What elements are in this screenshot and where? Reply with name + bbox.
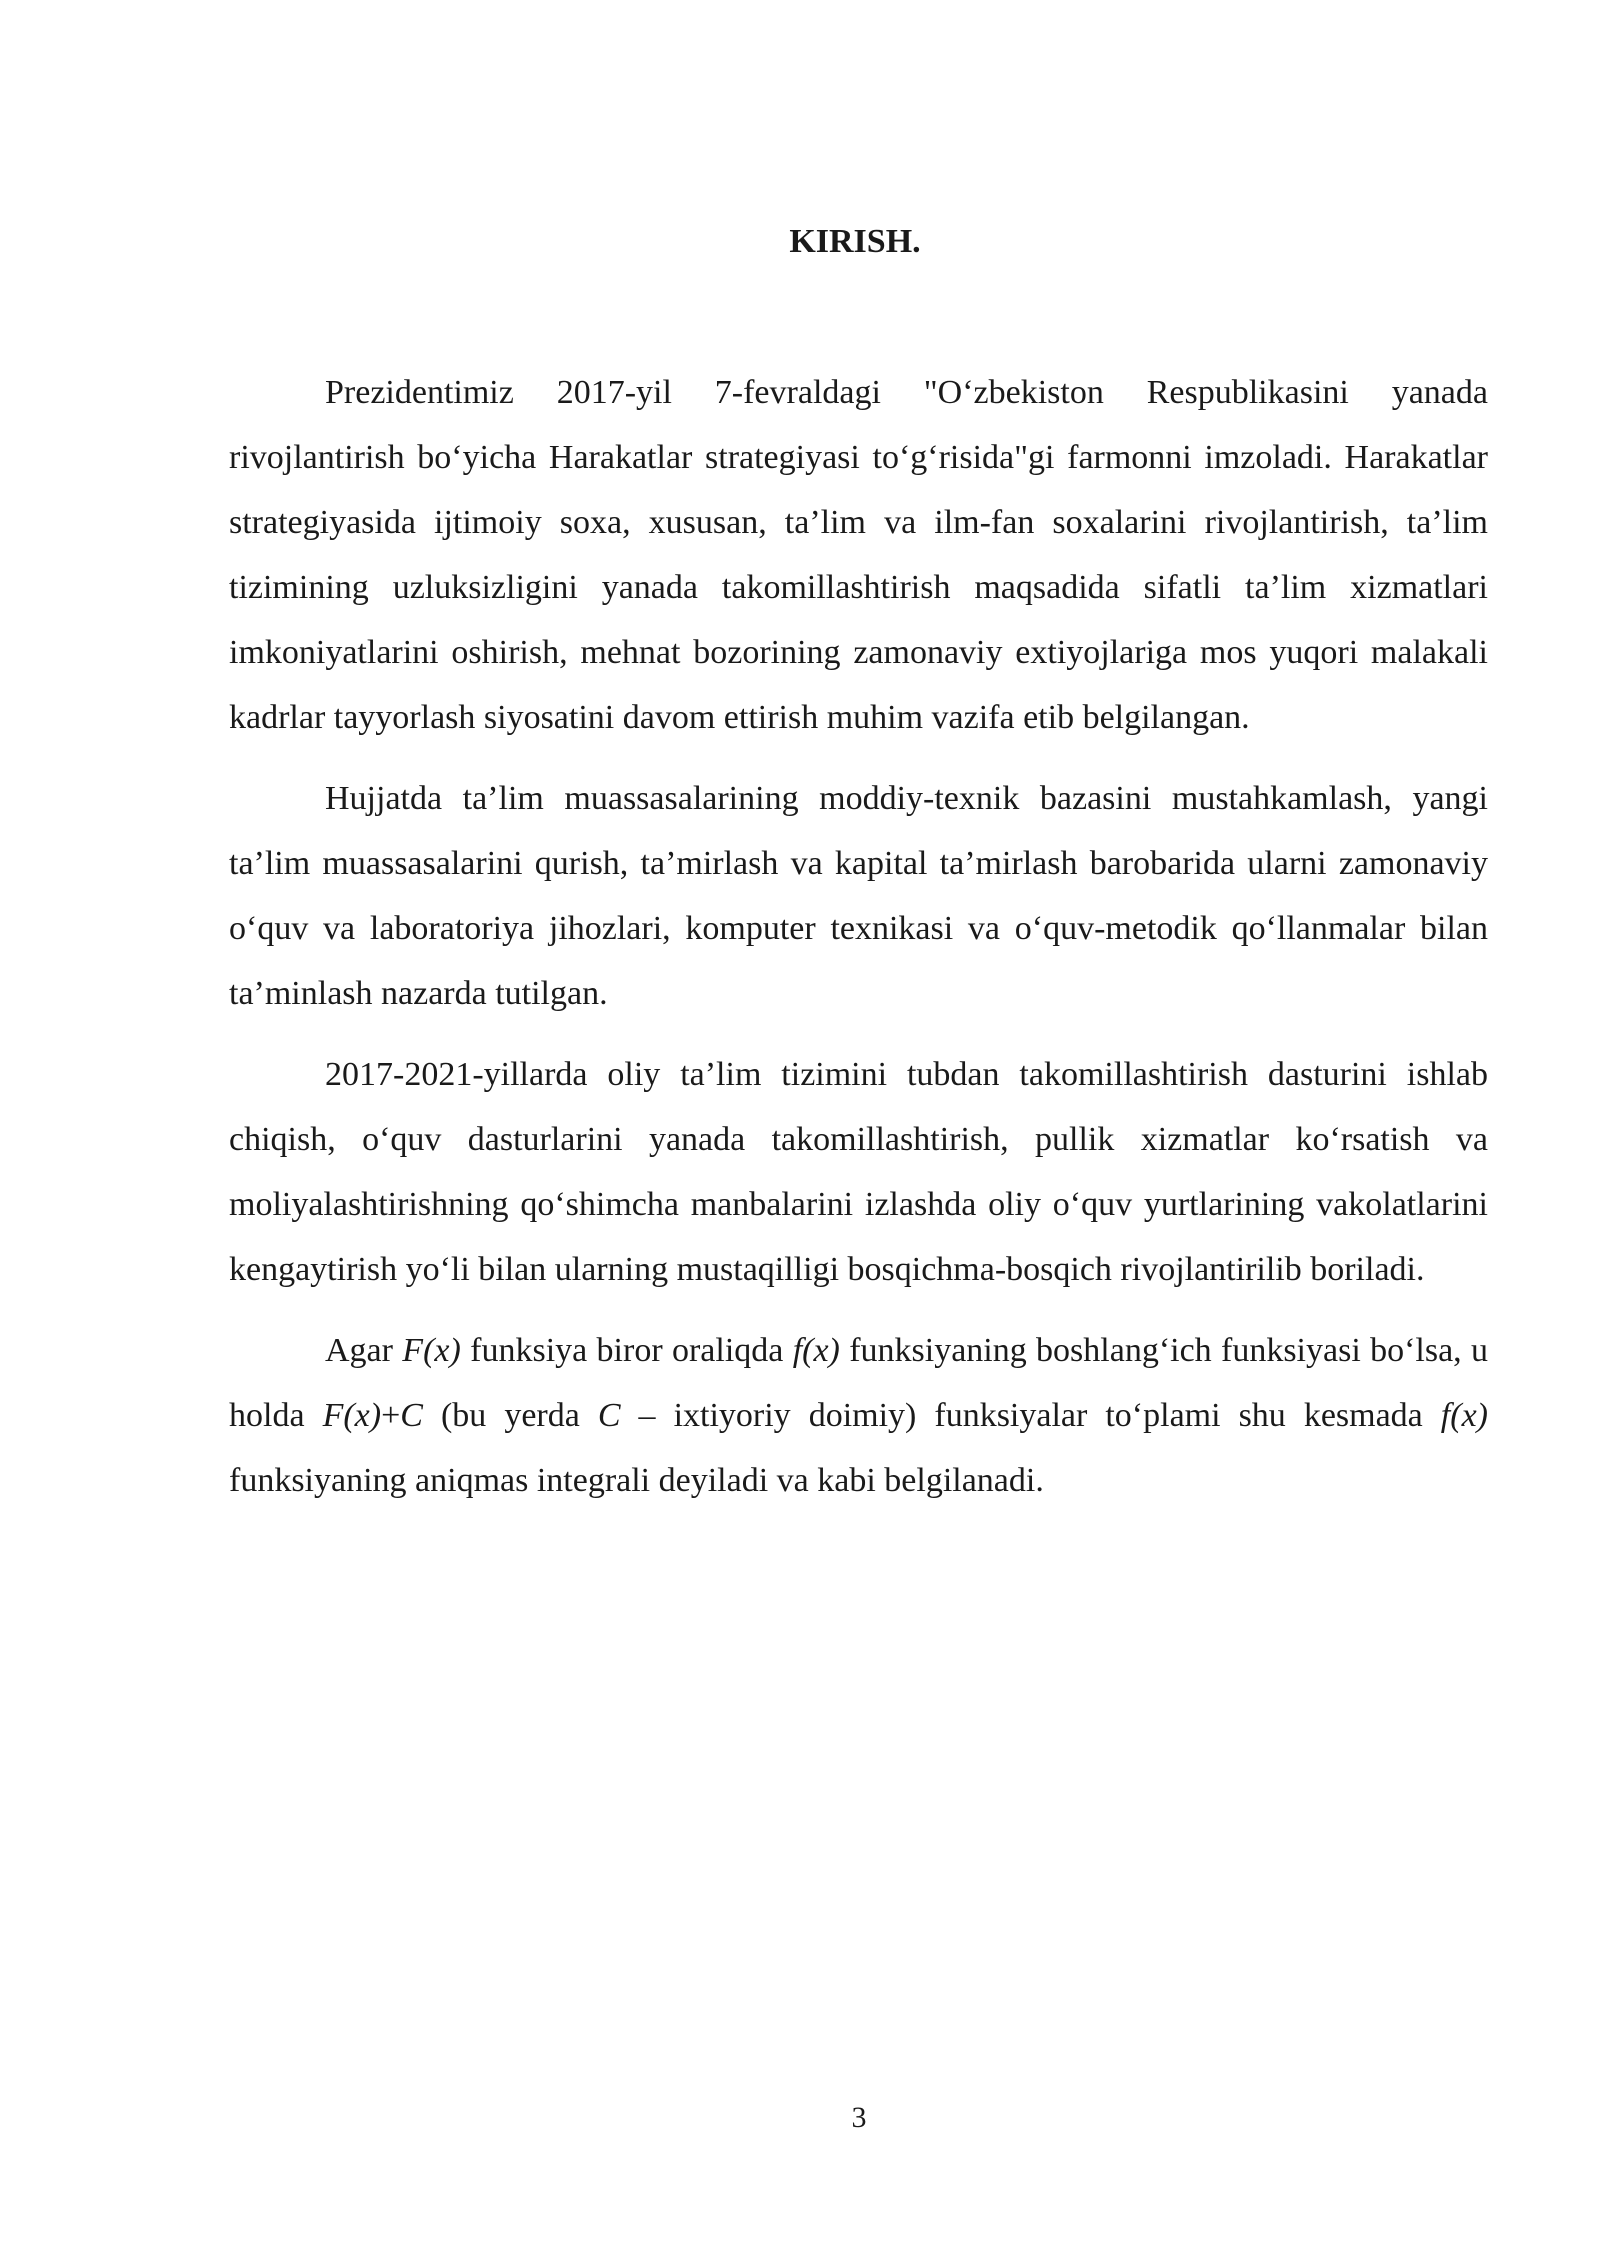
math-expression: f(x) xyxy=(792,1332,840,1369)
math-expression: F(x) xyxy=(402,1332,461,1369)
paragraph-1: Prezidentimiz 2017-yil 7-fevraldagi "O‘zbekiston Respublikasini yanada rivojlantirish bo‘yicha Harakatlar strategiyasi to‘g‘risida"gi farmonni imzoladi. Harakatlar strategiyasida ijtimoiy soxa, xususan, ta’lim va ilm-fan soxalarini rivojlantirish, ta’lim tizimining uzluksizligini yanada takomillashtirish maqsadida sifatli ta’lim xizmatlari imkoniyatlarini oshirish, mehnat bozorining zamonaviy extiyojlariga mos yuqori malakali kadrlar tayyorlash siyosatini davom ettirish muhim vazifa etib belgilangan. xyxy=(229,374,1488,736)
page-number: 3 xyxy=(851,2101,867,2134)
math-expression: F(x) xyxy=(322,1397,382,1434)
text-fragment: funksiyaning aniqmas integrali deyiladi va kabi belgilanadi. xyxy=(229,1462,1044,1499)
paragraph-4 xyxy=(229,1318,1488,1513)
math-expression: f(x) xyxy=(1440,1397,1488,1434)
math-expression: C xyxy=(597,1397,621,1434)
text-fragment: (bu yerda xyxy=(422,1397,598,1434)
page-title: KIRISH. xyxy=(789,223,921,260)
math-expression: C xyxy=(400,1397,423,1434)
math-operator: + xyxy=(381,1397,401,1434)
text-fragment: Agar xyxy=(325,1332,403,1369)
text-fragment: funksiya biror oraliqda xyxy=(460,1332,793,1369)
text-fragment: funksiyaning boshlang‘ich funksiyasi bo‘lsa, u holda xyxy=(229,1332,1489,1434)
body-text xyxy=(229,360,1488,1529)
paragraph-2: Hujjatda ta’lim muassasalarining moddiy-texnik bazasini mustahkamlash, yangi ta’lim muassasalarini qurish, ta’mirlash va kapital ta’mirlash barobarida ularni zamonaviy o‘quv va laboratoriya jihozlari, komputer texnikasi va o‘quv-metodik qo‘llanmalar bilan ta’minlash nazarda tutilgan. xyxy=(229,780,1488,1012)
text-fragment: – ixtiyoriy doimiy) funksiyalar to‘plami shu kesmada xyxy=(620,1397,1441,1434)
paragraph-3: 2017-2021-yillarda oliy ta’lim tizimini tubdan takomillashtirish dasturini ishlab chiqish, o‘quv dasturlarini yanada takomillashtirish, pullik xizmatlar ko‘rsatish va moliyalashtirishning qo‘shimcha manbalarini izlashda oliy o‘quv yurtlarining vakolatlarini kengaytirish yo‘li bilan ularning mustaqilligi bosqichma-bosqich rivojlantirilib boriladi. xyxy=(229,1056,1488,1288)
